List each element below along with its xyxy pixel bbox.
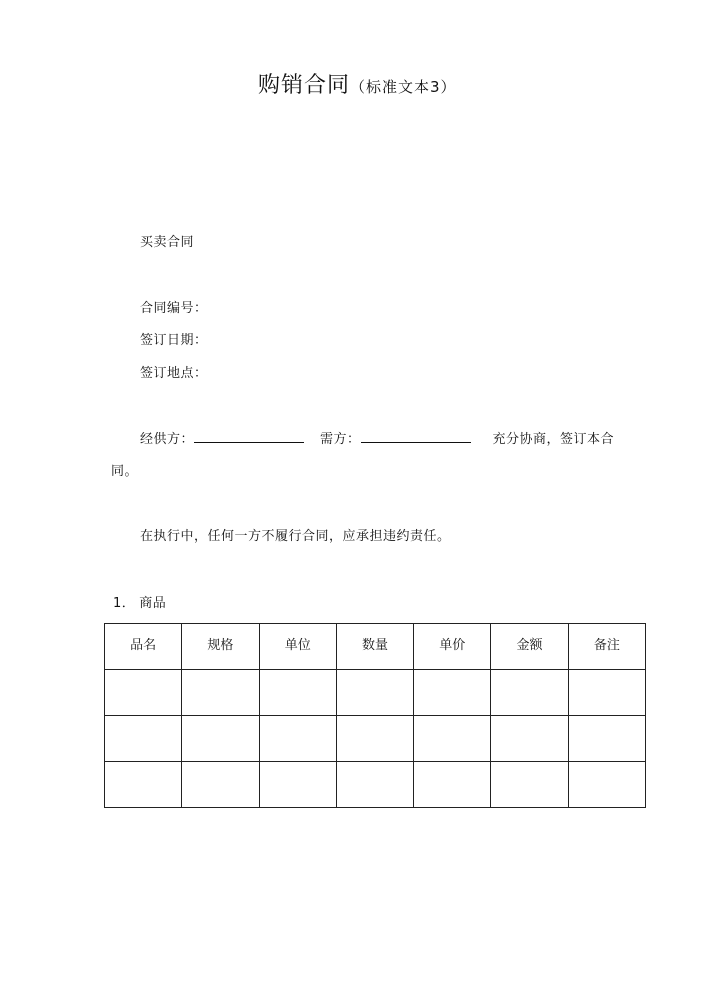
buyer-label: 需方： bbox=[320, 432, 361, 447]
sign-place-label: 签订地点： bbox=[140, 366, 208, 381]
sign-date-label: 签订日期： bbox=[140, 333, 208, 348]
table-cell bbox=[259, 670, 336, 716]
table-cell bbox=[105, 762, 182, 808]
header-product-name: 品名 bbox=[105, 624, 182, 670]
section-heading bbox=[113, 592, 166, 611]
liability-clause: 在执行中，任何一方不履行合同，应承担违约责任。 bbox=[140, 529, 451, 544]
table-cell bbox=[568, 670, 645, 716]
table-cell bbox=[105, 716, 182, 762]
header-quantity: 数量 bbox=[336, 624, 413, 670]
table-cell bbox=[259, 762, 336, 808]
table-cell bbox=[491, 716, 568, 762]
table-cell bbox=[414, 670, 491, 716]
supplier-label: 经供方： bbox=[140, 432, 195, 447]
table-cell bbox=[182, 716, 259, 762]
section-title: 商品 bbox=[139, 596, 167, 611]
table-cell bbox=[491, 670, 568, 716]
table-row bbox=[105, 716, 646, 762]
table-cell bbox=[259, 716, 336, 762]
table-cell bbox=[336, 762, 413, 808]
table-cell bbox=[336, 716, 413, 762]
table-cell bbox=[568, 762, 645, 808]
header-spec: 规格 bbox=[182, 624, 259, 670]
buyer-blank bbox=[361, 428, 471, 443]
title-sub: （标准文本3） bbox=[350, 78, 457, 96]
contract-number-label: 合同编号： bbox=[140, 301, 208, 316]
table-cell bbox=[414, 716, 491, 762]
header-unit-price: 单价 bbox=[414, 624, 491, 670]
table-cell bbox=[182, 670, 259, 716]
table-row bbox=[105, 762, 646, 808]
table-cell bbox=[568, 716, 645, 762]
header-amount: 金额 bbox=[491, 624, 568, 670]
header-remarks: 备注 bbox=[568, 624, 645, 670]
agreement-text-wrap: 同。 bbox=[111, 464, 139, 479]
goods-table bbox=[104, 623, 646, 808]
agreement-text: 充分协商，签订本合 bbox=[492, 432, 615, 447]
title-main: 购销合同 bbox=[258, 73, 351, 98]
contract-heading: 买卖合同 bbox=[140, 235, 195, 250]
table-cell bbox=[336, 670, 413, 716]
header-unit: 单位 bbox=[259, 624, 336, 670]
document-title bbox=[258, 68, 457, 99]
table-cell bbox=[414, 762, 491, 808]
table-cell bbox=[105, 670, 182, 716]
table-cell bbox=[491, 762, 568, 808]
section-number: 1． bbox=[113, 596, 136, 611]
parties-line bbox=[140, 428, 614, 447]
table-header-row bbox=[105, 624, 646, 670]
table-row bbox=[105, 670, 646, 716]
table-cell bbox=[182, 762, 259, 808]
supplier-blank bbox=[194, 428, 304, 443]
